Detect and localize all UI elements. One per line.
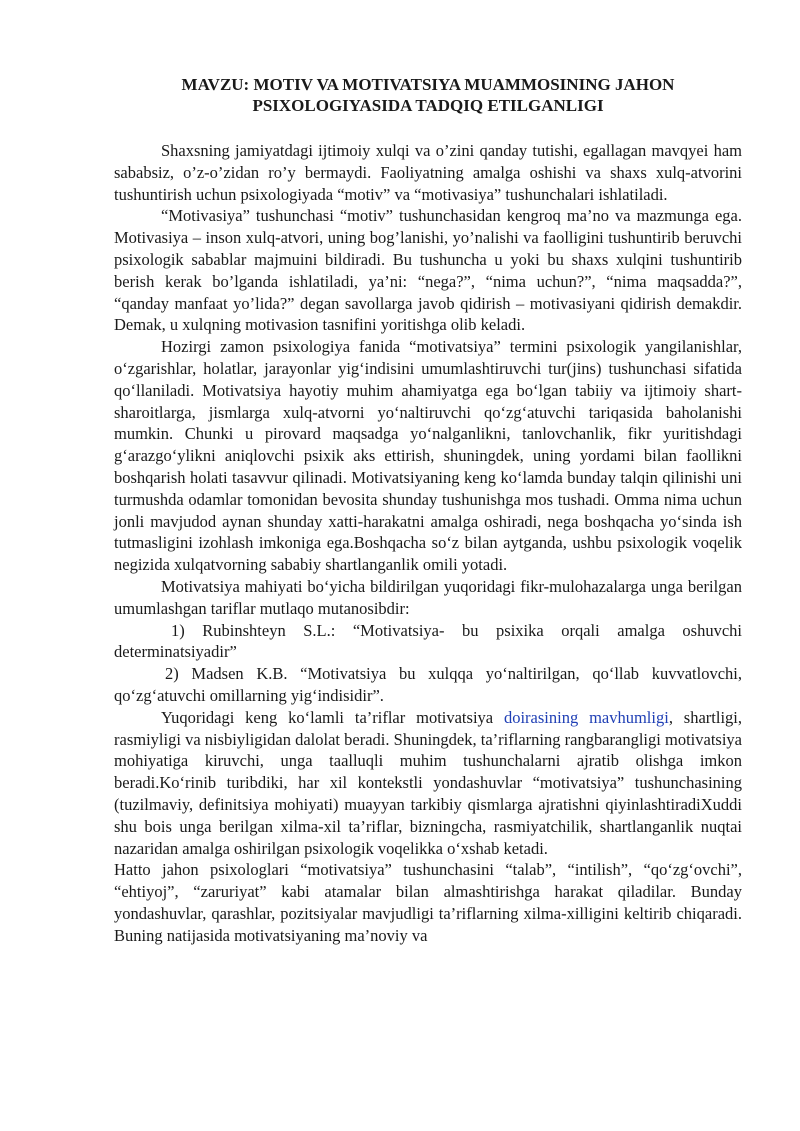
definition-2: 2) Madsen K.B. “Motivatsiya bu xulqqa yo‘naltirilgan, qo‘llab kuvvatlovchi, qo‘zg‘atuvchi omillarning yig‘indisidir”. xyxy=(114,664,742,705)
document-body xyxy=(114,140,742,946)
paragraph-2: “Motivasiya” tushunchasi “motiv” tushunchasidan kengroq ma’no va mazmunga ega. Motivasiya – inson xulq-atvori, uning bog’lanishi, yo’nalishi va faolligini tushuntirib beruvchi psixologik sabablar majmuini bildiradi. Bu tushuncha u yoki bu shaxs xulqini tushuntirib berish kerak bo’lganda ishlatiladi, ya’ni: “nega?”, “nima uchun?”, “nima maqsadda?”, “qanday manfaat yo’lida?” degan savollarga javob qidirish – motivasiyani qidirish demakdir. Demak, u xulqning motivasion tasnifini yoritishga olib keladi. xyxy=(114,206,742,335)
paragraph-7-text-start: Yuqoridagi keng ko‘lamli ta’riflar motivatsiya xyxy=(161,707,504,727)
title-line-1: MAVZU: MOTIV VA MOTIVATSIYA MUAMMOSINING JAHON xyxy=(181,75,675,94)
hyperlink-doirasining-mavhumligi[interactable]: doirasining mavhumligi xyxy=(503,707,669,727)
paragraph-8: Hatto jahon psixologlari “motivatsiya” tushunchasini “talab”, “intilish”, “qo‘zg‘ovchi”, “ehtiyoj”, “zaruriyat” kabi atamalar bilan almashtirishga harakat qiladilar. Bunday yondashuvlar, qarashlar, pozitsiyalar mavjudligi ta’riflarning xilma-xilligini keltirib chiqaradi. Buning natijasida motivatsiyaning ma’noviy va xyxy=(114,860,742,945)
definition-1: 1) Rubinshteyn S.L.: “Motivatsiya- bu psixika orqali amalga oshuvchi determinatsiyadir” xyxy=(114,620,742,662)
document-page xyxy=(114,74,742,946)
paragraph-7 xyxy=(114,707,742,860)
paragraph-4: Motivatsiya mahiyati bo‘yicha bildirilgan yuqoridagi fikr-mulohazalarga unga berilgan umumlashgan tariflar mutlaqo mutanosibdir: xyxy=(114,576,742,618)
paragraph-1: Shaxsning jamiyatdagi ijtimoiy xulqi va o’zini qanday tutishi, egallagan mavqyei ham sababsiz, o’z-o’zidan ro’y bermaydi. Faoliyatning amalga oshishi va shaxs xulq-atvorini tushuntirish uchun psixologiyada “motiv” va “motivasiya” tushunchalari ishlatiladi. xyxy=(114,141,742,204)
paragraph-7-text-end: , shartligi, rasmiyligi va nisbiyligidan dalolat beradi. Shuningdek, ta’riflarning rangbarangligi motivatsiya mohiyatiga kiruvchi, unga taalluqli muhim tushunchalarni ajratib olishga imkon beradi.Ko‘rinib turibdiki, har xil kontekstli yondashuvlar “motivatsiya” tushunchasining (tuzilmaviy, definitsiya mohiyati) muayyan tarkibiy qismlarga ajratishni qiyinlashtiradiXuddi shu bois unga berilgan xilma-xil ta’riflar, bizningcha, rasmiyatchilik, shartlanganlik nuqtai nazaridan amalga oshirilgan psixologik voqelikka o‘xshab ketadi. xyxy=(114,707,742,858)
document-title xyxy=(114,74,742,116)
title-line-2: PSIXOLOGIYASIDA TADQIQ ETILGANLIGI xyxy=(252,96,604,115)
paragraph-3: Hozirgi zamon psixologiya fanida “motivatsiya” termini psixologik yangilanishlar, o‘zgarishlar, holatlar, jarayonlar yig‘indisini umumlashtiruvchi tur(jins) tushunchasi sifatida qo‘llaniladi. Motivatsiya hayotiy muhim ahamiyatga ega bo‘lgan tabiiy va ijtimoiy shart-sharoitlarga, jismlarga xulq-atvorni yo‘naltiruvchi qo‘zg‘atuvchi tariqasida baholanishi mumkin. Chunki u pirovard maqsadga yo‘nalganlikni, tanlovchanlik, fikr yuritishdagi g‘arazgo‘ylikni aniqlovchi psixik aks ettirish, shuningdek, uning yordami bilan faollikni boshqarish holati tasavvur qilinadi. Motivatsiyaning keng ko‘lamda bunday talqin qilinishi uni turmushda odamlar tomonidan bevosita shunday tushunishga mos tushadi. Omma nima uchun jonli mavjudod aynan shunday xatti-harakatni amalga oshiradi, nega boshqacha yo‘sinda ish tutmasligini izohlash imkoniga ega.Boshqacha so‘z bilan aytganda, ushbu psixologik voqelik negizida xulqatvorning sababiy shartlanganlik omili yotadi. xyxy=(114,337,742,575)
